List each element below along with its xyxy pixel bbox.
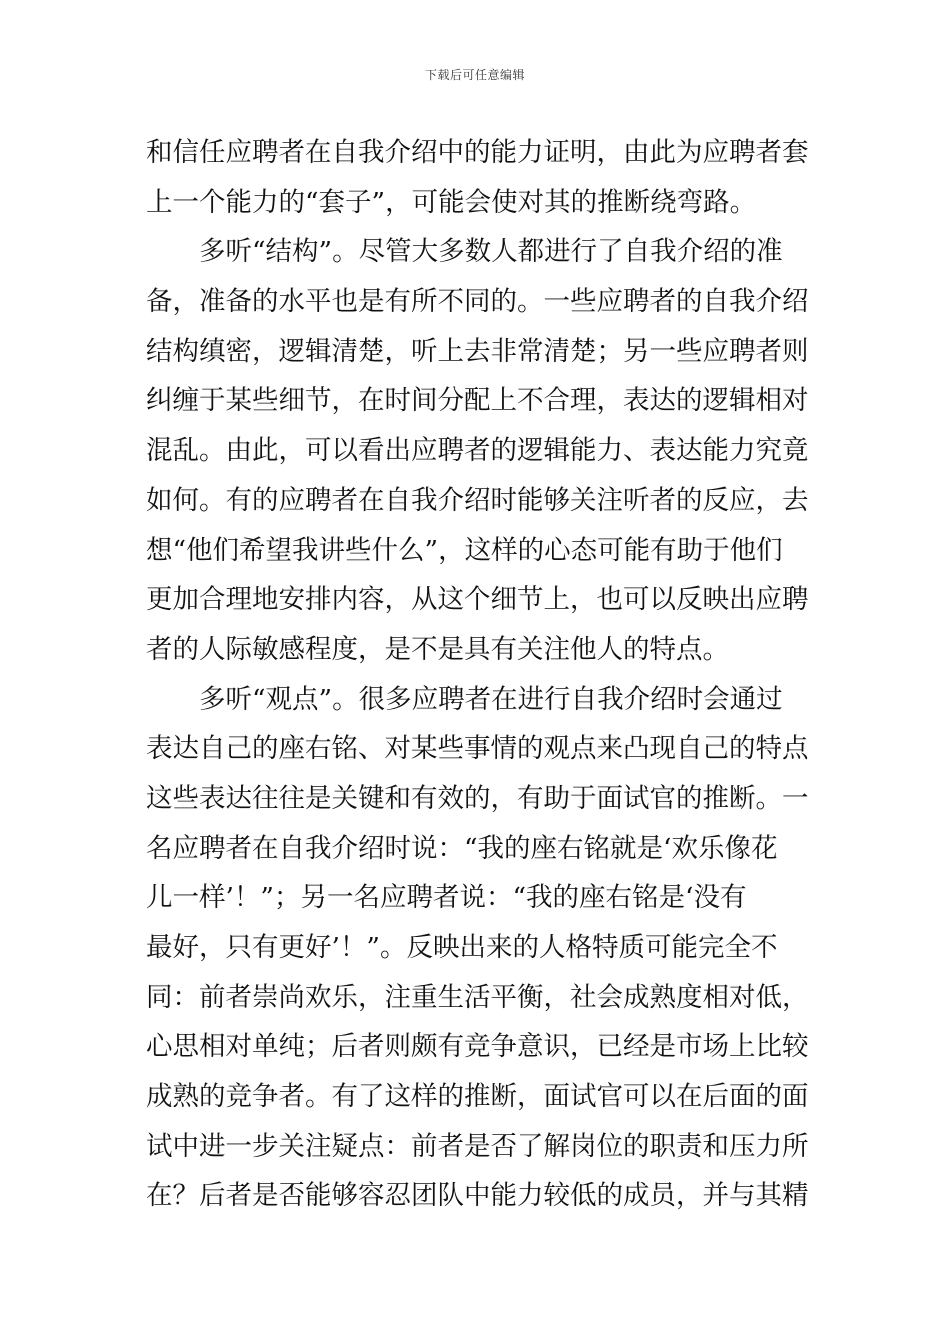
- document-body: [146, 128, 810, 1221]
- text-line: 如何。有的应聘者在自我介绍时能够关注听者的反应，去: [146, 484, 809, 516]
- text-line: 更加合理地安排内容，从这个细节上，也可以反映出应聘: [146, 584, 809, 616]
- text-line: 结构缜密，逻辑清楚，听上去非常清楚；另一些应聘者则: [146, 335, 809, 367]
- text-line: 上一个能力的“套子”，可能会使对其的推断绕弯路。: [146, 186, 757, 218]
- text-line: 者的人际敏感程度，是不是具有关注他人的特点。: [146, 633, 729, 665]
- text-line: 儿一样’！”；另一名应聘者说：“我的座右铭是‘没有: [146, 882, 747, 914]
- text-line: 多听“观点”。很多应聘者在进行自我介绍时会通过: [199, 683, 783, 715]
- text-line: 在？后者是否能够容忍团队中能力较低的成员，并与其精: [146, 1180, 809, 1212]
- text-line: 试中进一步关注疑点：前者是否了解岗位的职责和压力所: [146, 1130, 809, 1162]
- text-line: 想“他们希望我讲些什么”，这样的心态可能有助于他们: [146, 534, 783, 566]
- text-line: 混乱。由此，可以看出应聘者的逻辑能力、表达能力究竟: [146, 435, 809, 467]
- text-line: 多听“结构”。尽管大多数人都进行了自我介绍的准: [199, 236, 783, 268]
- text-line: 心思相对单纯；后者则颇有竞争意识，已经是市场上比较: [146, 1031, 809, 1063]
- text-line: 同：前者崇尚欢乐，注重生活平衡，社会成熟度相对低，: [146, 981, 809, 1013]
- text-line: 表达自己的座右铭、对某些事情的观点来凸现自己的特点: [146, 733, 809, 765]
- text-line: 这些表达往往是关键和有效的，有助于面试官的推断。一: [146, 782, 809, 814]
- text-line: 纠缠于某些细节，在时间分配上不合理，表达的逻辑相对: [146, 385, 809, 417]
- text-line: 名应聘者在自我介绍时说：“我的座右铭就是‘欢乐像花: [146, 832, 778, 864]
- text-line: 备，准备的水平也是有所不同的。一些应聘者的自我介绍: [146, 286, 809, 318]
- text-line: 和信任应聘者在自我介绍中的能力证明，由此为应聘者套: [146, 137, 809, 168]
- text-line: 最好，只有更好’！”。反映出来的人格特质可能完全不: [146, 932, 778, 963]
- page-header: 下载后可任意编辑: [424, 68, 525, 82]
- text-line: 成熟的竞争者。有了这样的推断，面试官可以在后面的面: [146, 1081, 809, 1113]
